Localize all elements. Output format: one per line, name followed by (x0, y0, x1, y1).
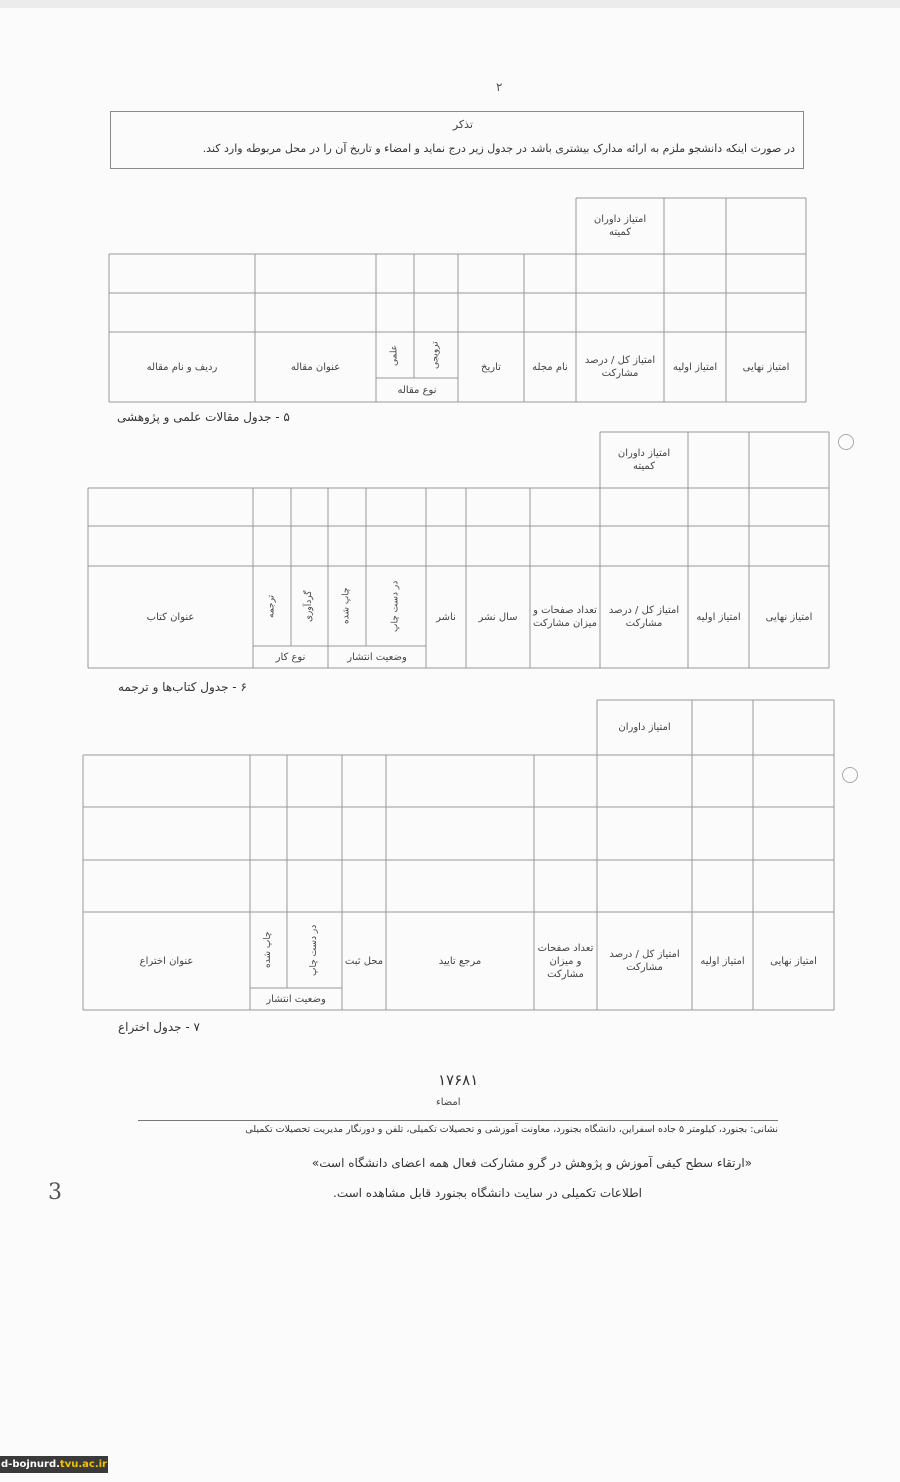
table2-header-title: عنوان کتاب (146, 611, 195, 623)
table3-header-title: عنوان اختراع (139, 955, 194, 967)
table2-header-translation: ترجمه (266, 594, 277, 618)
table2-header-year: سال نشر (478, 611, 518, 623)
table1-header-journal: نام مجله (532, 361, 568, 373)
footer-rule (138, 1120, 778, 1121)
table3-header-published: چاپ شده (263, 931, 273, 969)
note-text: در صورت اینکه دانشجو ملزم به ارائه مدارک بیشتری باشد در جدول زیر درج نماید و امضاء و تاریخ آن را در محل مربوطه وارد کند. (202, 142, 795, 155)
note-heading: تذکر (452, 118, 473, 131)
site-watermark: d-bojnurd.tvu.ac.ir (0, 1456, 108, 1473)
table2-header-pages: تعداد صفحات و میزان مشارکت (533, 605, 597, 629)
footer-slogan: «ارتقاء سطح کیفی آموزش و پژوهش در گرو مشارکت فعال همه اعضای دانشگاه است» (311, 1156, 752, 1170)
table1-header-scientific: علمی (389, 344, 400, 366)
table1-header-initial: امتیاز اولیه (672, 361, 718, 373)
table2-header-publisher: ناشر (436, 611, 456, 623)
punch-hole-mark (838, 434, 854, 450)
footer-address: نشانی: بجنورد، کیلومتر ۵ جاده اسفراین، دانشگاه بجنورد، معاونت آموزشی و تحصیلات تکمیلی، تلفن و دورنگار مدیریت تحصیلات تکمیلی (245, 1124, 778, 1135)
table3-header-in-press: در دست چاپ (309, 924, 319, 976)
table2-header-published: چاپ شده (341, 587, 352, 625)
table2-header-in-press: در دست چاپ (390, 580, 401, 632)
handwritten-mark: 3 (48, 1180, 62, 1205)
table2-header-total: امتیاز کل / درصد مشارکت (608, 605, 680, 629)
table2-caption: ۶ - جدول کتاب‌ها و ترجمه (118, 680, 247, 694)
table3-header-registration: محل ثبت (344, 955, 384, 967)
table1-merged-header: امتیاز داوران کمیته (593, 214, 647, 238)
table2-merged-header: امتیاز داوران کمیته (617, 448, 671, 472)
signature-label: امضاء (436, 1097, 461, 1108)
table3-header-total: امتیاز کل / درصد مشارکت (609, 949, 680, 973)
table3-subgroup: وضعیت انتشار (266, 993, 326, 1005)
table2-subgroup-b: وضعیت انتشار (347, 651, 407, 663)
table2-header-final: امتیاز نهایی (765, 611, 813, 623)
table1-header-total: امتیاز کل / درصد مشارکت (584, 355, 656, 379)
table1-subgroup: نوع مقاله (397, 384, 437, 396)
page-number: ۲ (496, 80, 503, 94)
table2-header-compilation: گردآوری (304, 590, 314, 622)
table1-header-title: ردیف و نام مقاله (146, 361, 218, 373)
table3-merged-header: امتیاز داوران (618, 722, 671, 733)
table3-header-authority: مرجع تایید (438, 955, 482, 967)
table1-header-promotional: ترویجی (430, 341, 441, 369)
table3-header-pages: تعداد صفحات و میزان مشارکت (537, 942, 594, 980)
table2-header-initial: امتیاز اولیه (696, 611, 741, 623)
table2-subgroup-a: نوع کار (275, 651, 306, 663)
footer-note: اطلاعات تکمیلی در سایت دانشگاه بجنورد قابل مشاهده است. (333, 1186, 642, 1200)
table3-header-final: امتیاز نهایی (770, 955, 817, 967)
signature-number: ۱۷۶۸۱ (438, 1071, 479, 1089)
table1-header-final: امتیاز نهایی (742, 361, 790, 373)
table1-header-article: عنوان مقاله (290, 361, 341, 373)
table1-header-date: تاریخ (481, 361, 501, 373)
table3-header-initial: امتیاز اولیه (700, 955, 745, 967)
punch-hole-mark (842, 767, 858, 783)
table1-caption: ۵ - جدول مقالات علمی و پژوهشی (117, 410, 290, 424)
table3-caption: ۷ - جدول اختراع (118, 1020, 200, 1034)
